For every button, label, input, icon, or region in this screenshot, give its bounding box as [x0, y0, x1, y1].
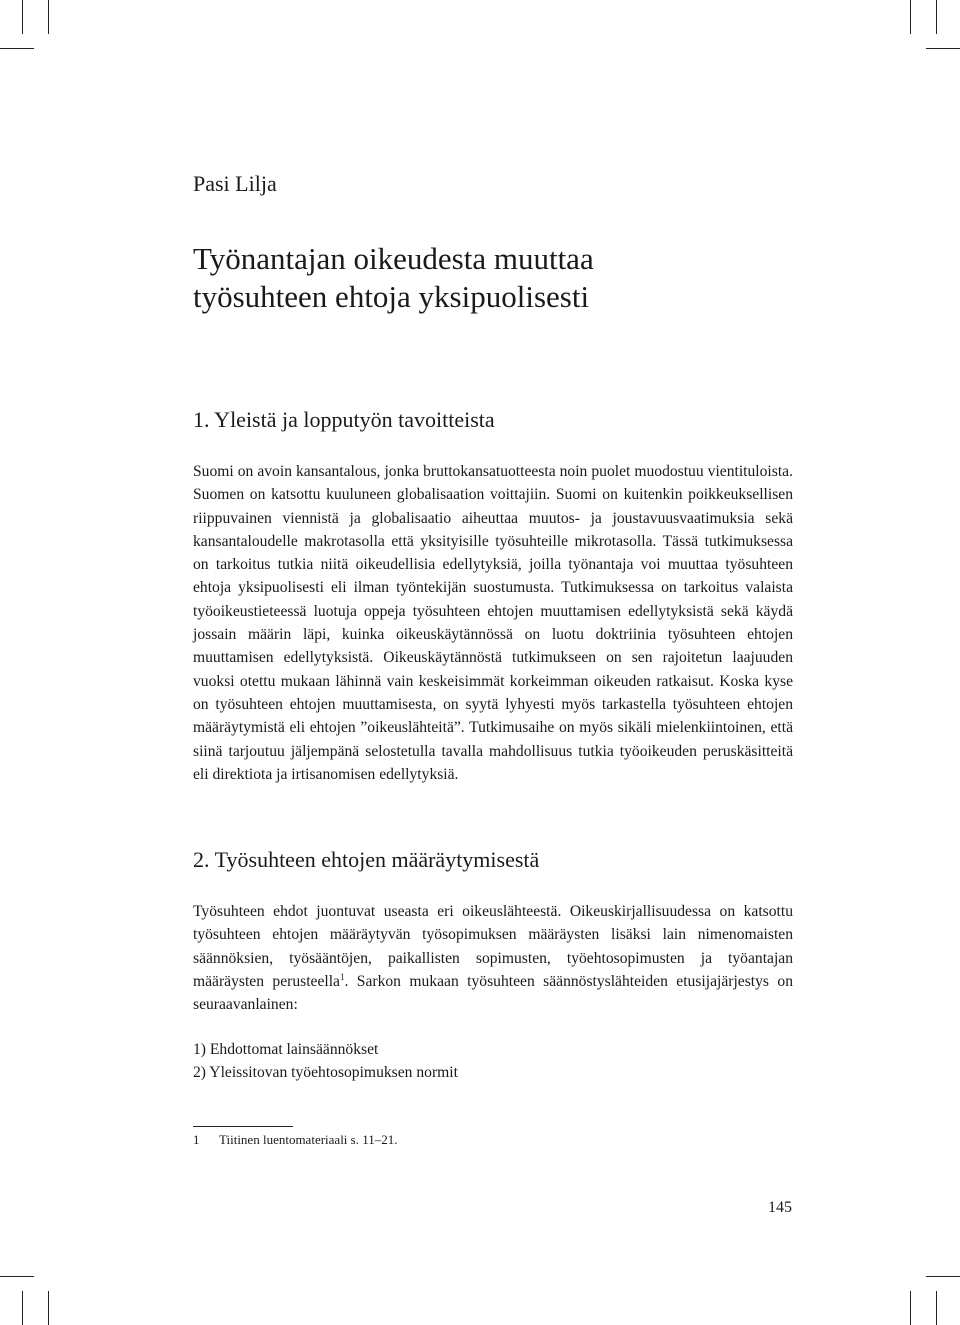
crop-mark — [22, 0, 23, 34]
footnote — [193, 1131, 398, 1149]
title-line-2: työsuhteen ehtoja yksipuolisesti — [193, 279, 590, 314]
crop-mark — [936, 0, 937, 34]
author-name: Pasi Lilja — [193, 171, 277, 196]
paragraph-text: Työsuhteen ehdot juontuvat useasta eri oikeuslähteestä. Oikeuskirjallisuudessa on katsottu työsuhteen ehtojen määräytyvän työsopimuksen määräysten lisäksi lain nimenomaisten säännöksien, työsääntöjen, paikallisten sopimusten, työehtosopimusten ja työantajan määräysten perusteella — [193, 903, 793, 990]
section-1-heading: 1. Yleistä ja lopputyön tavoitteista — [193, 407, 495, 432]
list-item: 2) Yleissitovan työehtosopimuksen normit — [193, 1064, 458, 1081]
section-2-paragraph — [193, 900, 793, 1016]
crop-mark — [910, 1291, 911, 1325]
crop-mark — [48, 1291, 49, 1325]
section-1-paragraph: Suomi on avoin kansantalous, jonka bruttokansatuotteesta noin puolet muodostuu vientituloista. Suomen on katsottu kuuluneen globalisaation voittajiin. Suomi on kuitenkin poikkeuksellisen riippuvainen viennistä ja globalisaatio aiheuttaa muutos- ja joustavuusvaatimuksia sekä kansantaloudelle makrotasolla että yksityisille työsuhteille mikrotasolla. Tässä tutkimuksessa on tarkoitus tutkia niitä oikeudellisia edellytyksiä, joilla työnantaja voi muuttaa työsuhteen ehtoja yksipuolisesti eli ilman työntekijän suostumusta. Tutkimuksessa on tarkoitus valaista työoikeustieteessä luotuja oppeja työsuhteen ehtojen muuttamisen edellytyksistä sekä käydä jossain määrin läpi, kuinka oikeuskäytännössä on luotu doktriinia työsuhteen ehtojen muuttamisen edellytyksistä. Oikeuskäytännöstä tutkimukseen on sen rajoitetun laajuuden vuoksi otettu mukaan lähinnä vain keskeisimmät korkeimman oikeuden ratkaisut. Koska kyse on työsuhteen ehtojen muuttamisesta, on syytä lyhyesti myös tarkastella työsuhteen ehtojen määräytymistä eli ehtojen ”oikeuslähteitä”. Tutkimusaihe on myös sikäli mielenkiintoinen, että siinä tarjoutuu jäljempänä selostetulla tavalla mahdollisuus tutkia työoikeuden peruskäsitteitä eli direktiota ja irtisanomisen edellytyksiä. — [193, 463, 793, 783]
crop-mark — [0, 48, 34, 49]
section-2-heading: 2. Työsuhteen ehtojen määräytymisestä — [193, 847, 540, 872]
article-title — [193, 240, 833, 316]
footnote-text: Tiitinen luentomateriaali s. 11–21. — [219, 1132, 398, 1147]
page-number: 145 — [768, 1199, 792, 1216]
footnote-divider — [193, 1126, 293, 1127]
crop-mark — [22, 1291, 23, 1325]
crop-mark — [0, 1276, 34, 1277]
crop-mark — [936, 1291, 937, 1325]
title-line-1: Työnantajan oikeudesta muuttaa — [193, 241, 594, 276]
sources-list — [193, 1038, 458, 1084]
crop-mark — [926, 48, 960, 49]
paragraph-text: . Sarkon mukaan työsuhteen säännöstyslähteiden etusijajärjestys on seuraavanlainen: — [193, 972, 793, 1014]
crop-mark — [910, 0, 911, 34]
crop-mark — [48, 0, 49, 34]
footnote-number: 1 — [193, 1132, 200, 1147]
crop-mark — [926, 1276, 960, 1277]
footnote-reference[interactable]: 1 — [339, 971, 345, 982]
list-item: 1) Ehdottomat lainsäännökset — [193, 1041, 379, 1058]
